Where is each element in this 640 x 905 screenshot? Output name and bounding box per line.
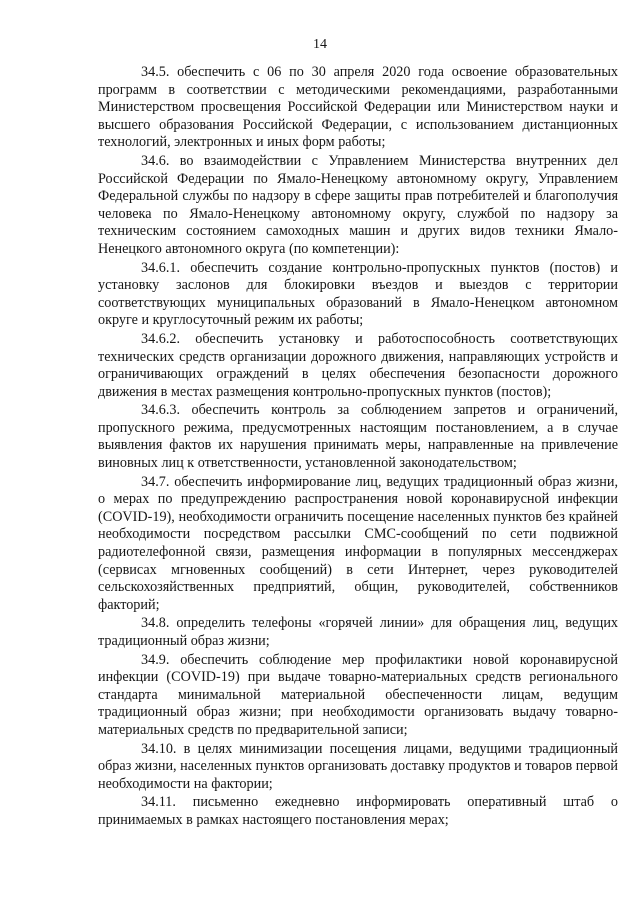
page-number: 14 [313,37,327,52]
paragraph-34-9: 34.9. обеспечить соблюдение мер профилактики новой коронавирусной инфекции (COVID-19) при выдаче товарно-материальных средств регионального стандарта минимальной материальной обеспеченности лицам, ведущим традиционный образ жизни; при необходимости организовать выдачу товарно-материальных средств по предварительной записи; [98,651,618,738]
paragraph-34-5: 34.5. обеспечить с 06 по 30 апреля 2020 года освоение образовательных программ в соответствии с методическими рекомендациями, разработанными Министерством просвещения Российской Федерации или Министерством науки и высшего образования Российской Федерации, с использованием дистанционных технологий, электронных и иных форм работы; [98,64,618,151]
paragraph-34-11: 34.11. письменно ежедневно информировать оперативный штаб о принимаемых в рамках настоящего постановления мерах; [98,794,618,828]
paragraph-34-6-1: 34.6.1. обеспечить создание контрольно-пропускных пунктов (постов) и установку заслонов для блокировки въездов и выездов с территории соответствующих муниципальных образований в Ямало-Ненецком автономном округе и круглосуточный режим их работы; [98,259,618,329]
paragraph-34-6-2: 34.6.2. обеспечить установку и работоспособность соответствующих технических средств организации дорожного движения, направляющих устройств и ограничивающих ограждений в целях обеспечения безопасности дорожного движения в местах размещения контрольно-пропускных пунктов (постов); [98,330,618,400]
paragraph-34-6-3: 34.6.3. обеспечить контроль за соблюдением запретов и ограничений, пропускного режима, предусмотренных настоящим постановлением, а в случае выявления фактов их нарушения принимать меры, направленные на привлечение виновных лиц к ответственности, установленной законодательством; [98,402,618,472]
paragraph-34-7: 34.7. обеспечить информирование лиц, ведущих традиционный образ жизни, о мерах по предупреждению распространения новой коронавирусной инфекции (COVID-19), необходимости ограничить посещение населенных пунктов без крайней необходимости посредством рассылки СМС-сообщений по сети подвижной радиотелефонной связи, размещения информации в популярных мессенджерах (сервисах мгновенных сообщений) в сети Интернет, через руководителей сельскохозяйственных предприятий, общин, руководителей, собственников факторий; [98,473,618,613]
paragraph-34-10: 34.10. в целях минимизации посещения лицами, ведущими традиционный образ жизни, населенных пунктов организовать доставку продуктов и товаров первой необходимости на фактории; [98,740,618,792]
paragraph-34-8: 34.8. определить телефоны «горячей линии» для обращения лиц, ведущих традиционный образ жизни; [98,615,618,649]
document-body [98,64,618,830]
paragraph-34-6: 34.6. во взаимодействии с Управлением Министерства внутренних дел Российской Федерации по Ямало-Ненецкому автономному округу, Управлением Федеральной службы по надзору в сфере защиты прав потребителей и благополучия человека по Ямало-Ненецкому автономному округу, службой по надзору за техническим состоянием самоходных машин и других видов техники Ямало-Ненецкого автономного округа (по компетенции): [98,152,618,257]
